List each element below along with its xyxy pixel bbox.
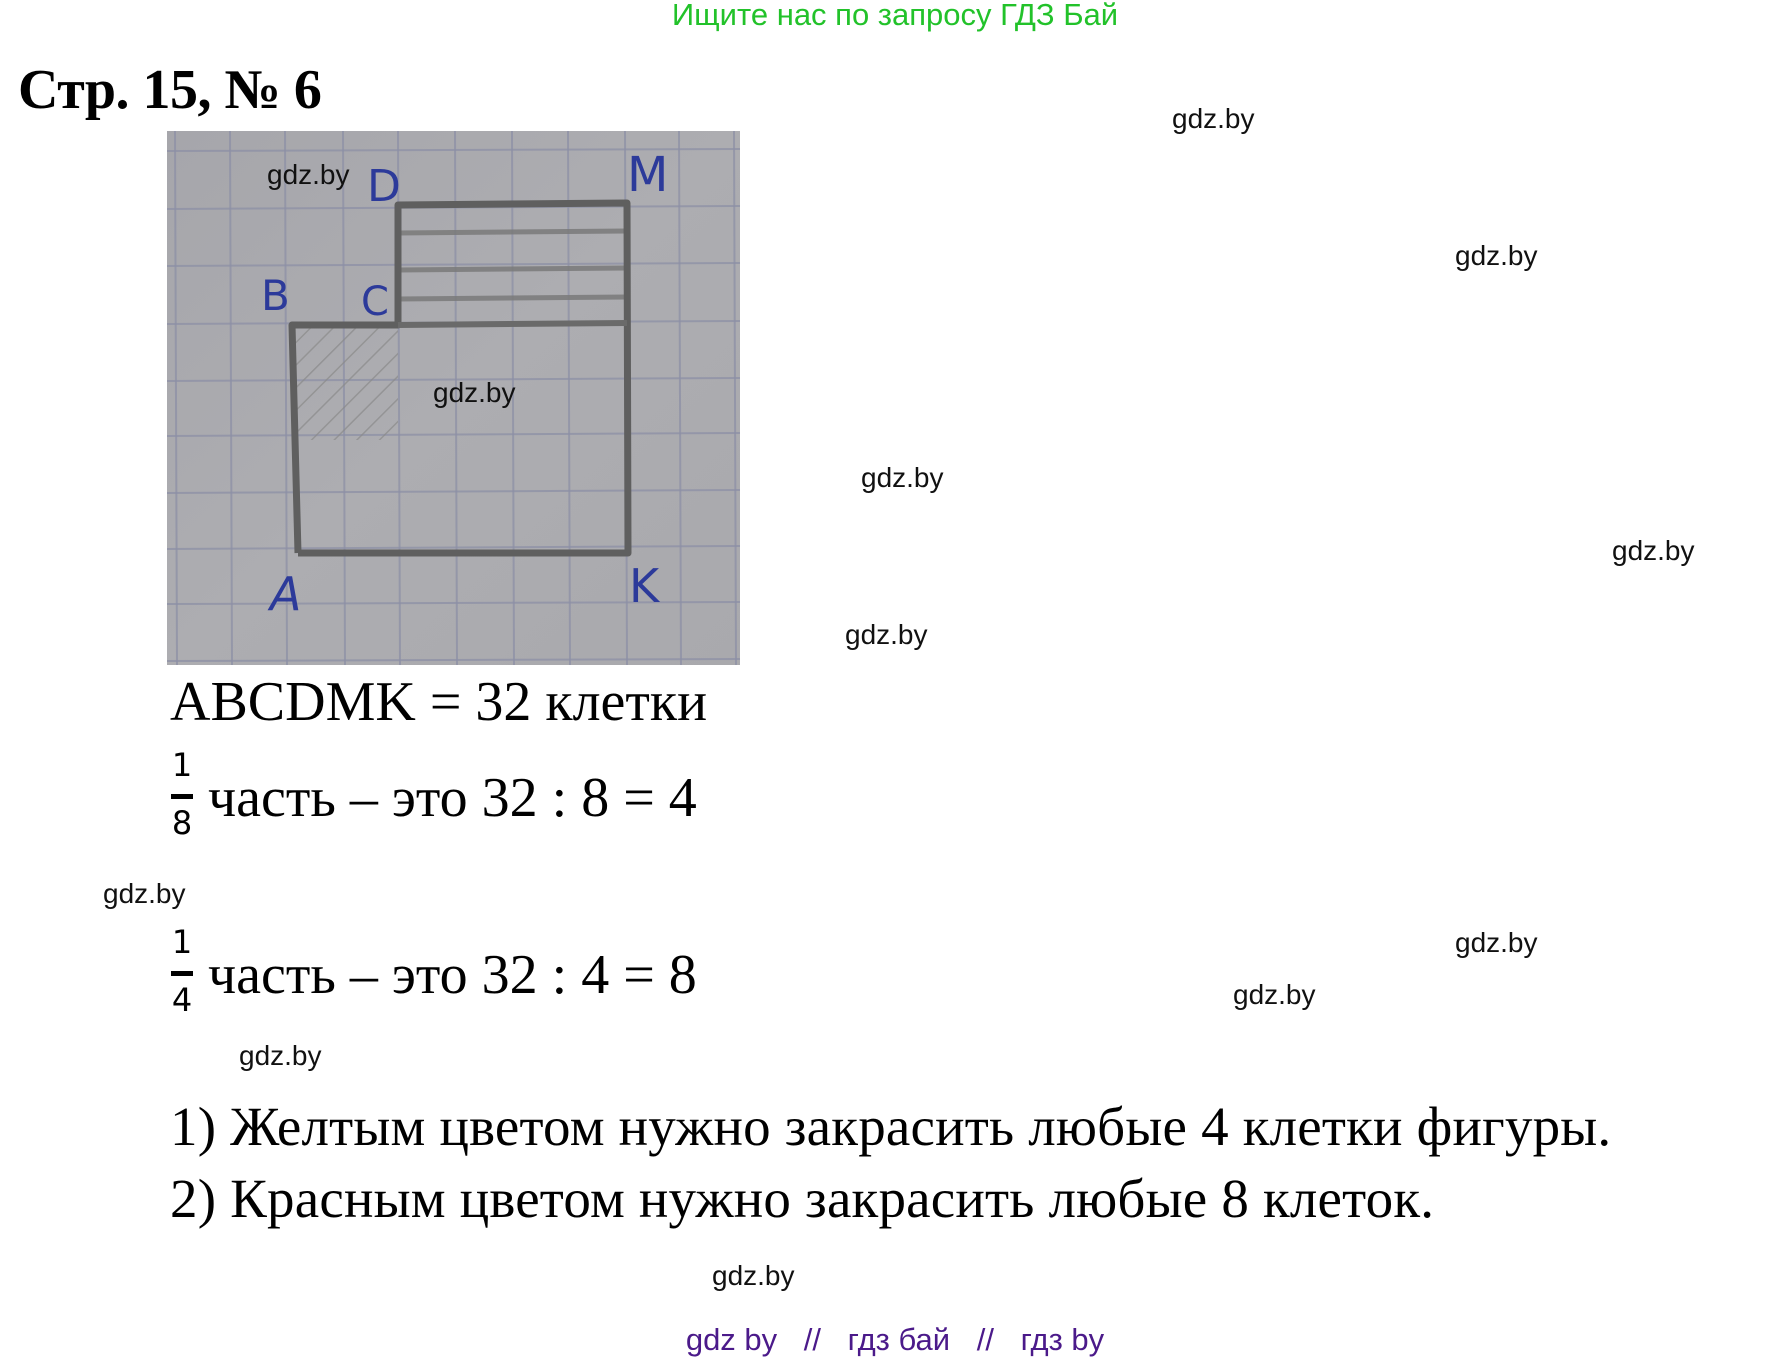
fraction-numerator: 1: [171, 923, 193, 961]
vertex-label-m: M: [627, 147, 669, 203]
watermark: gdz.by: [1455, 240, 1538, 271]
watermark: gdz.by: [1612, 535, 1695, 566]
fraction-numerator: 1: [171, 746, 193, 784]
watermark: gdz.by: [1455, 927, 1538, 958]
fraction-denominator: 4: [171, 981, 193, 1019]
vertex-label-c: C: [361, 279, 389, 325]
figure-photo: [167, 131, 740, 665]
watermark: gdz.by: [1233, 979, 1316, 1010]
vertex-label-a: A: [270, 567, 302, 621]
search-banner: Ищите нас по запросу ГДЗ Бай: [671, 0, 1119, 32]
watermark: gdz.by: [712, 1260, 795, 1291]
footer-links: [0, 1322, 1790, 1358]
answer-yellow: 1) Желтым цветом нужно закрасить любые 4 клетки фигуры.: [170, 1096, 1612, 1157]
one-eighth-calculation: часть – это 32 : 8 = 4: [208, 767, 697, 829]
footer-separator: //: [803, 1322, 822, 1357]
total-cells-line: ABCDMK = 32 клетки: [170, 671, 708, 733]
footer-link-gdz-bai[interactable]: гдз бай: [847, 1322, 951, 1357]
vertex-label-d: D: [367, 161, 401, 212]
watermark: gdz.by: [433, 377, 516, 408]
one-quarter-calculation: часть – это 32 : 4 = 8: [208, 944, 697, 1006]
watermark: gdz.by: [103, 878, 186, 909]
watermark: gdz.by: [1172, 103, 1255, 134]
watermark: gdz.by: [861, 462, 944, 493]
fraction-bar: [171, 794, 193, 799]
fraction-bar: [171, 971, 193, 976]
footer-separator: //: [976, 1322, 994, 1357]
answer-red: 2) Красным цветом нужно закрасить любые 8 клеток.: [170, 1168, 1435, 1229]
watermark: gdz.by: [845, 619, 928, 650]
vertex-label-b: B: [261, 271, 290, 320]
fraction-denominator: 8: [171, 804, 193, 842]
watermark: gdz.by: [239, 1040, 322, 1071]
footer-link-gdz-by[interactable]: gdz by: [685, 1322, 778, 1357]
vertex-label-k: K: [629, 559, 660, 613]
footer-link-gdz-by-cyr[interactable]: гдз by: [1020, 1322, 1105, 1357]
page-title: Стр. 15, № 6: [18, 59, 322, 121]
watermark: gdz.by: [267, 159, 350, 190]
